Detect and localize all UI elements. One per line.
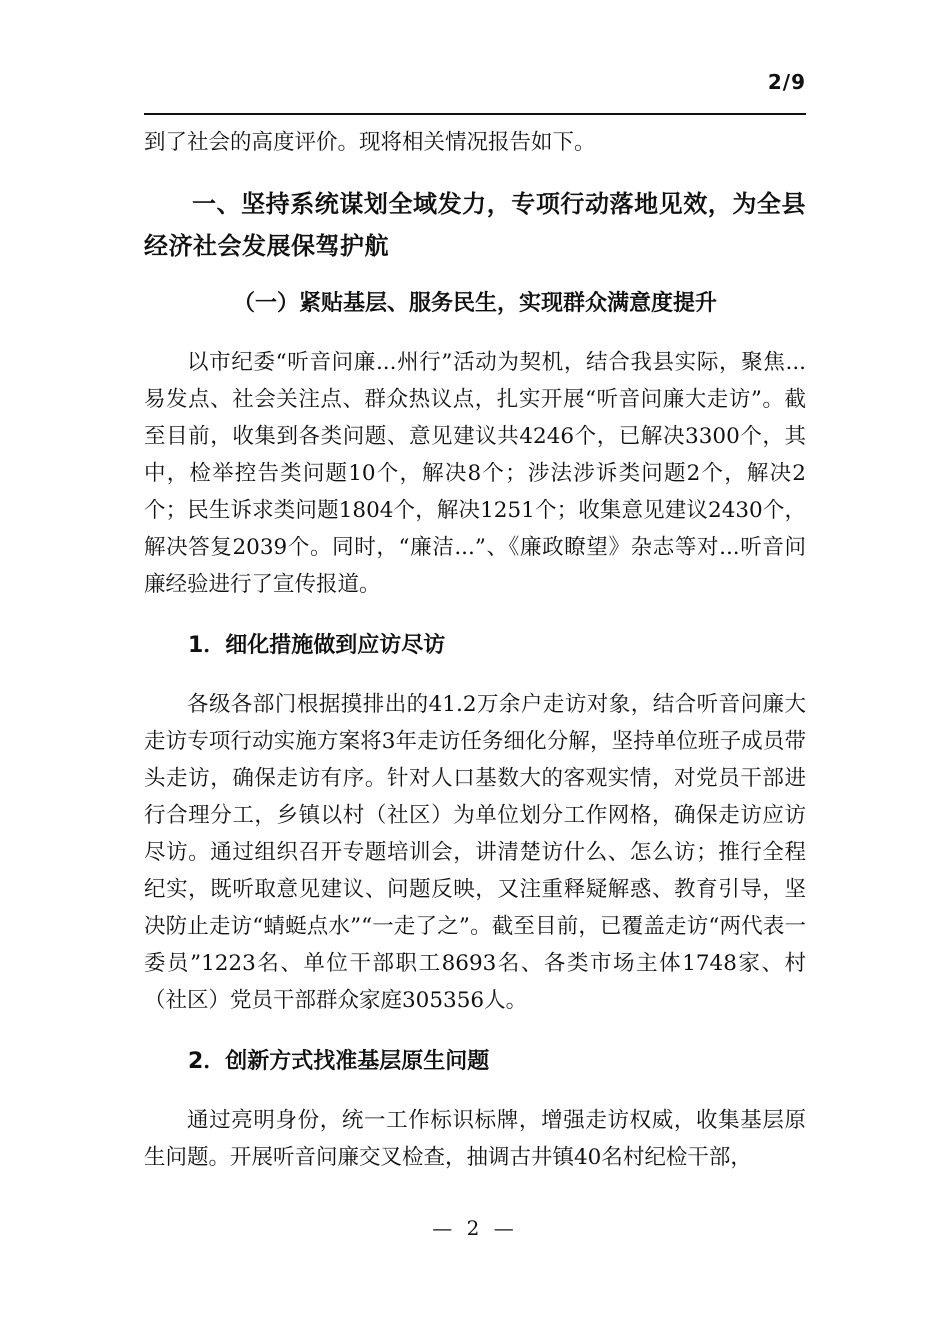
header-rule: [144, 113, 806, 115]
item-heading-2: 2．创新方式找准基层原生问题: [188, 1049, 490, 1074]
continuation-text: 到了社会的高度评价。现将相关情况报告如下。: [144, 130, 596, 155]
page-number: — 2 —: [432, 1216, 518, 1240]
paragraph-1: 以市纪委“听音问廉...州行”活动为契机，结合我县实际，聚焦...易发点、社会关注点、群众热议点，扎实开展“听音问廉大走访”。截至目前，收集到各类问题、意见建议共4246个，已解决3300个，其中，检举控告类问题10个，解决8个；涉法涉诉类问题2个，解决2个；民生诉求类问题1804个，解决1251个；收集意见建议2430个，解决答复2039个。同时，“廉洁...”、《廉政瞭望》杂志等对...听音问廉经验进行了宣传报道。: [144, 350, 806, 597]
document-body: [144, 124, 806, 1200]
item-heading-1: 1．细化措施做到应访尽访: [188, 633, 446, 658]
paragraph-3: 通过亮明身份，统一工作标识标牌，增强走访权威，收集基层原生问题。开展听音问廉交叉检查，抽调古井镇40名村纪检干部，: [144, 1108, 806, 1170]
page-indicator: 2/9: [767, 70, 806, 94]
subsection-heading: （一）紧贴基层、服务民生，实现群众满意度提升: [232, 291, 717, 316]
section-heading-1: 一、坚持系统谋划全域发力，专项行动落地见效，为全县经济社会发展保驾护航: [144, 190, 806, 260]
paragraph-2: 各级各部门根据摸排出的41.2万余户走访对象，结合听音问廉大走访专项行动实施方案将3年走访任务细化分解，坚持单位班子成员带头走访，确保走访有序。针对人口基数大的客观实情，对党员干部进行合理分工，乡镇以村（社区）为单位划分工作网格，确保走访应访尽访。通过组织召开专题培训会，讲清楚访什么、怎么访；推行全程纪实，既听取意见建议、问题反映，又注重释疑解惑、教育引导，坚决防止走访“蜻蜓点水”“一走了之”。截至目前，已覆盖走访“两代表一委员”1223名、单位干部职工8693名、各类市场主体1748家、村（社区）党员干部群众家庭305356人。: [144, 692, 806, 1013]
